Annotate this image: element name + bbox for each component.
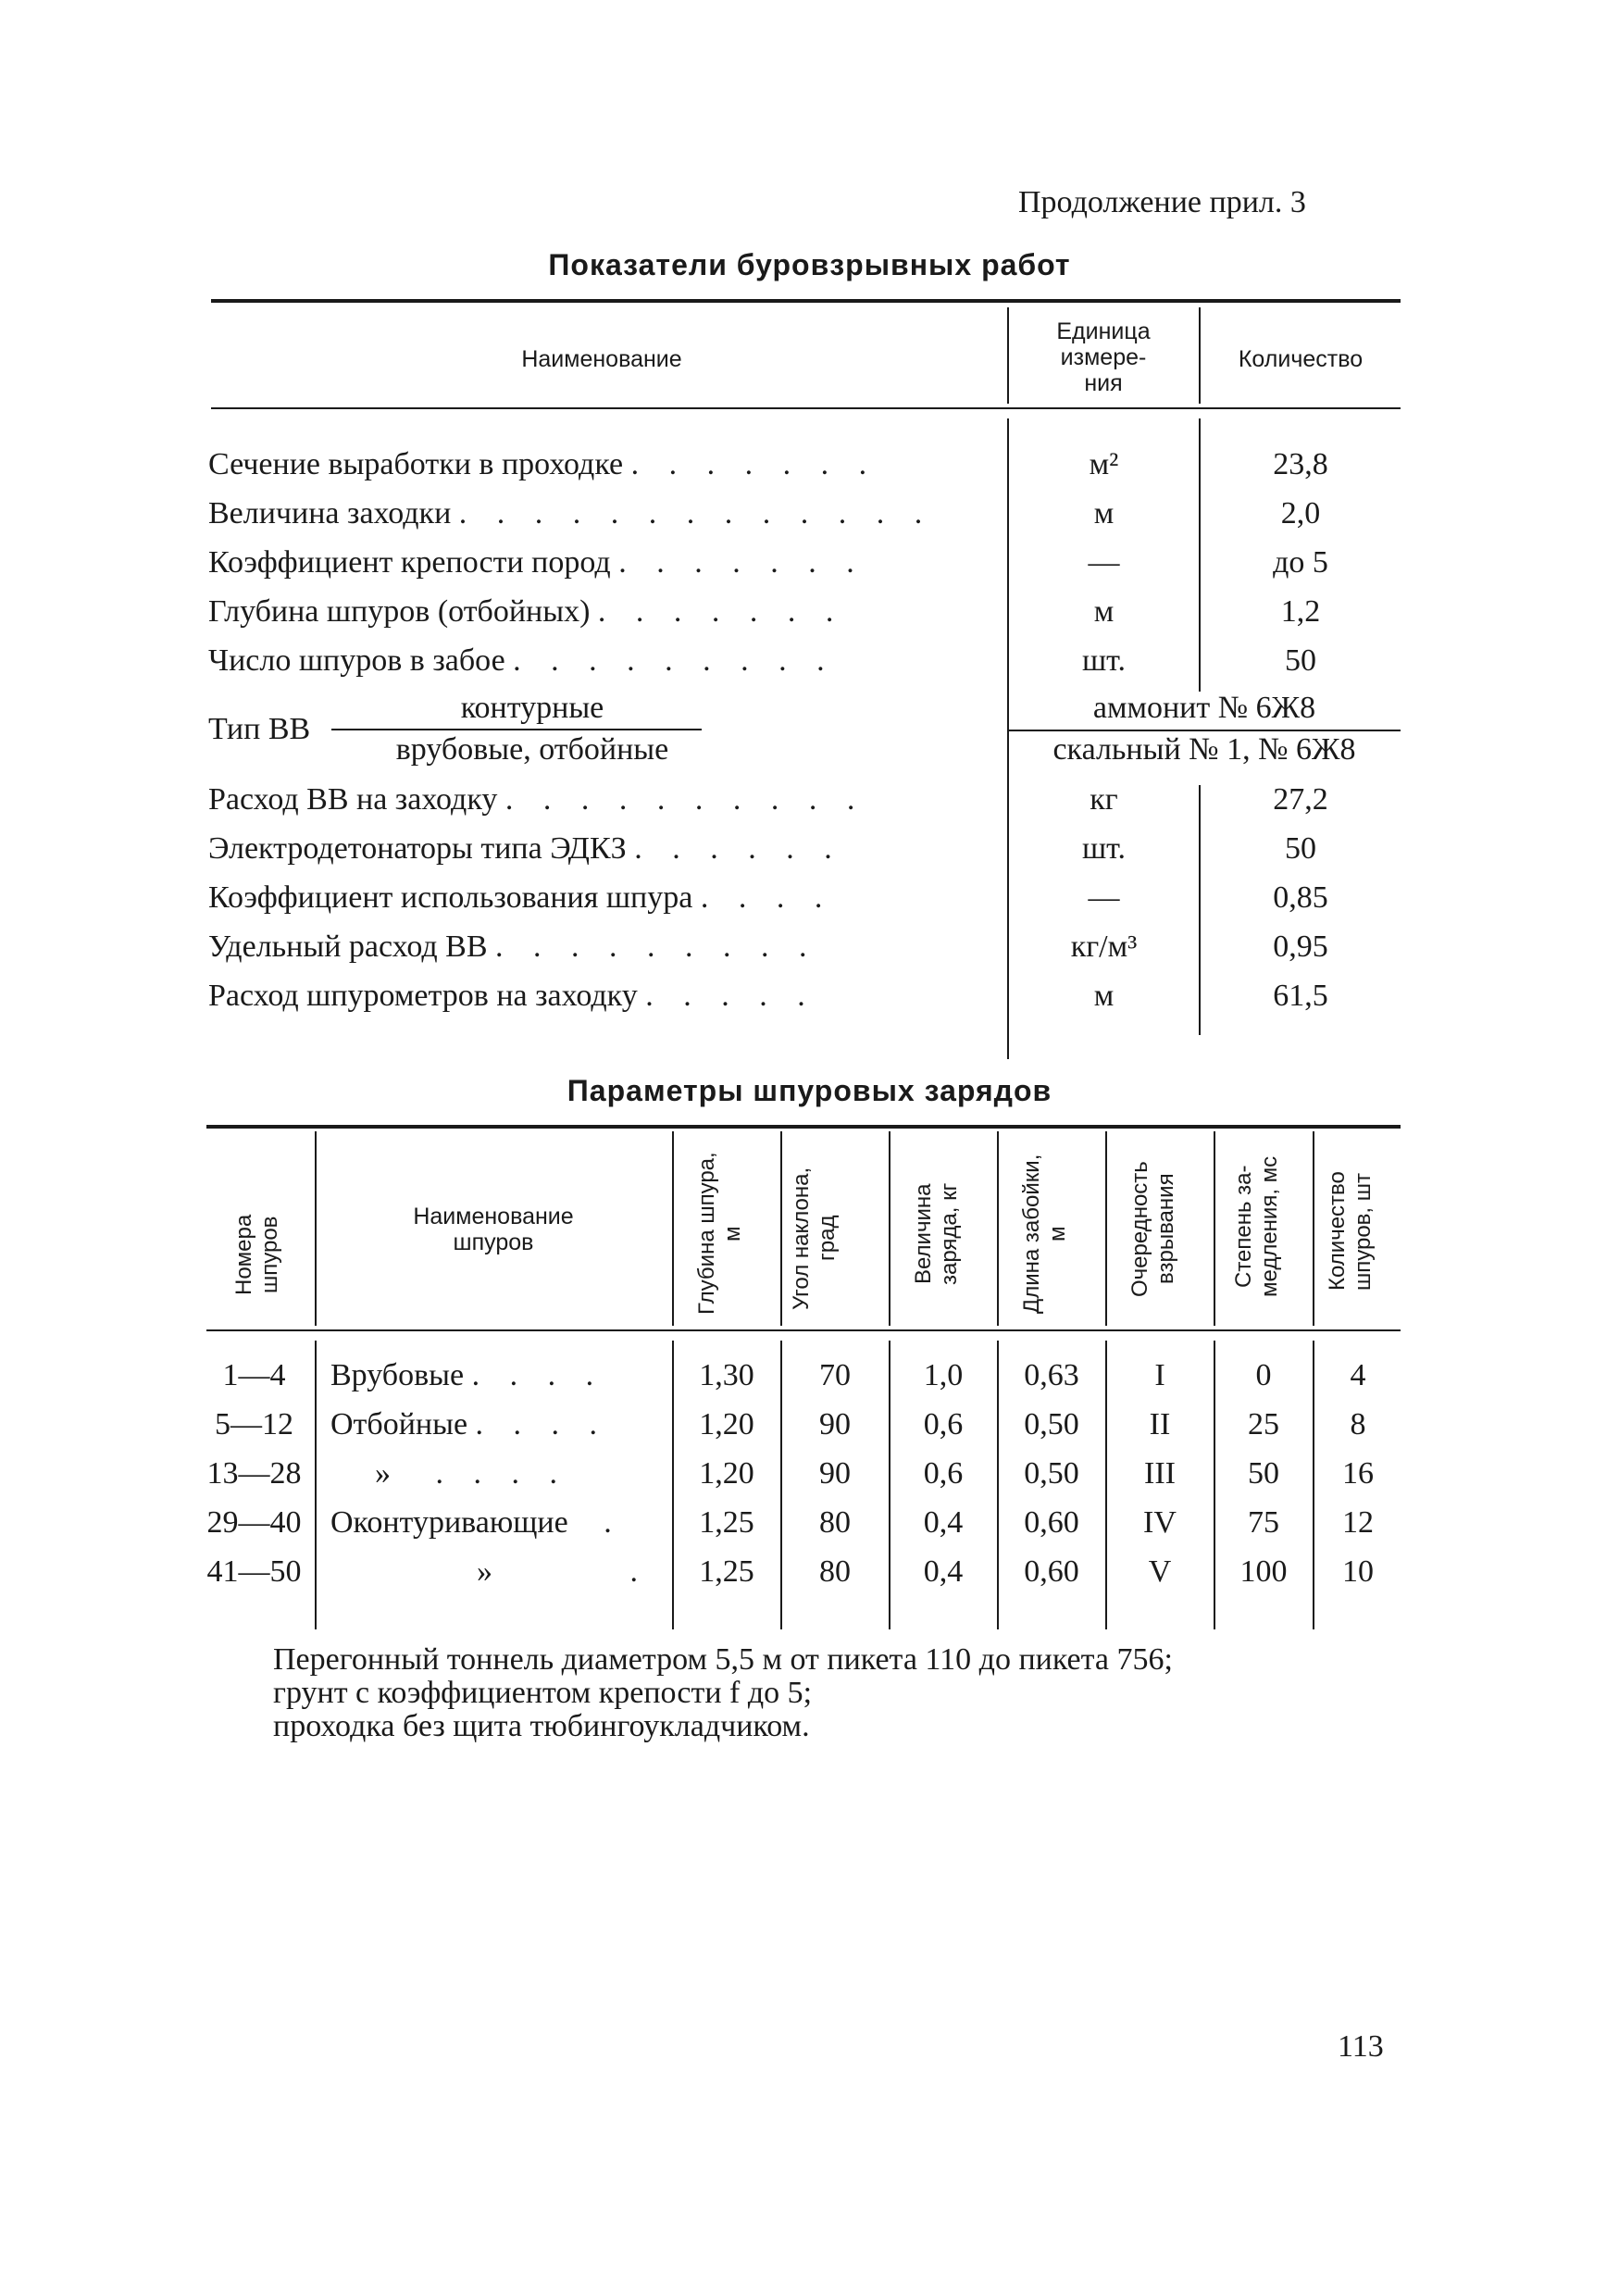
type-value-bottom: скальный № 1, № 6Ж8 xyxy=(1052,732,1356,767)
row-unit: м² xyxy=(1089,447,1119,481)
type-value-top: аммонит № 6Ж8 xyxy=(1092,691,1316,725)
header-hole-numbers: Номера шпуров xyxy=(231,1214,282,1295)
footnote: Перегонный тоннель диаметром 5,5 м от пикета 110 до пикета 756; грунт с коэффициентом крепости f до 5; проходка без щита тюбингоукладчиком. xyxy=(273,1642,1173,1743)
header-charge: Величина заряда, кг xyxy=(911,1182,962,1285)
row-qty: 61,5 xyxy=(1273,979,1328,1013)
table-row: Сечение выработки в проходке . . . . . . . xyxy=(208,447,878,481)
header-unit: Единица измере- ния xyxy=(1056,318,1151,396)
header-quantity: Количество xyxy=(1238,346,1364,372)
row-unit: м xyxy=(1093,979,1115,1013)
type-label: Тип ВВ xyxy=(208,712,311,746)
row-qty: 0,95 xyxy=(1273,930,1328,964)
row-qty: 27,2 xyxy=(1273,782,1328,817)
row-qty: 23,8 xyxy=(1273,447,1328,481)
continuation-note: Продолжение прил. 3 xyxy=(1018,185,1306,219)
row-unit: шт. xyxy=(1082,831,1126,866)
table-row: Число шпуров в забое . . . . . . . . . xyxy=(208,643,836,678)
header-delay: Степень за- медления, мс xyxy=(1231,1155,1282,1298)
table-row: Расход ВВ на заходку . . . . . . . . . . xyxy=(208,782,866,817)
row-qty: до 5 xyxy=(1273,545,1328,580)
header-hole-name: Наименование шпуров xyxy=(413,1204,574,1255)
row-unit: м xyxy=(1093,496,1115,530)
row-unit: кг xyxy=(1090,782,1118,817)
row-unit: — xyxy=(1088,545,1120,580)
type-numerator: контурные xyxy=(460,691,604,725)
table-row: Удельный расход ВВ . . . . . . . . . xyxy=(208,930,818,964)
header-depth: Глубина шпура, м xyxy=(694,1152,745,1316)
page-number: 113 xyxy=(1338,2029,1384,2064)
row-qty: 2,0 xyxy=(1280,496,1321,530)
header-order: Очередность взрывания xyxy=(1127,1161,1178,1297)
row-unit: — xyxy=(1088,880,1120,915)
table-row: Коэффициент крепости пород . . . . . . . xyxy=(208,545,866,580)
row-qty: 1,2 xyxy=(1280,594,1321,629)
table2-title: Параметры шпуровых зарядов xyxy=(567,1074,1052,1107)
type-denominator: врубовые, отбойные xyxy=(395,732,669,767)
row-qty: 50 xyxy=(1285,831,1316,866)
row-unit: кг/м³ xyxy=(1070,930,1138,964)
header-name: Наименование xyxy=(521,346,682,372)
row-unit: шт. xyxy=(1082,643,1126,678)
row-qty: 50 xyxy=(1285,643,1316,678)
table-row: Электродетонаторы типа ЭДКЗ . . . . . . xyxy=(208,831,843,866)
header-angle: Угол наклона, град xyxy=(789,1167,840,1310)
row-qty: 0,85 xyxy=(1273,880,1328,915)
header-stemming: Длина забойки, м xyxy=(1019,1154,1070,1314)
table-row: Глубина шпуров (отбойных) . . . . . . . xyxy=(208,594,845,629)
table-row: Коэффициент использования шпура . . . . xyxy=(208,880,834,915)
table1-title: Показатели буровзрывных работ xyxy=(548,248,1071,281)
table-row: Величина заходки . . . . . . . . . . . . . xyxy=(208,496,934,530)
table-row: Расход шпурометров на заходку . . . . . xyxy=(208,979,816,1013)
header-count: Количество шпуров, шт xyxy=(1325,1171,1376,1292)
row-unit: м xyxy=(1093,594,1115,629)
